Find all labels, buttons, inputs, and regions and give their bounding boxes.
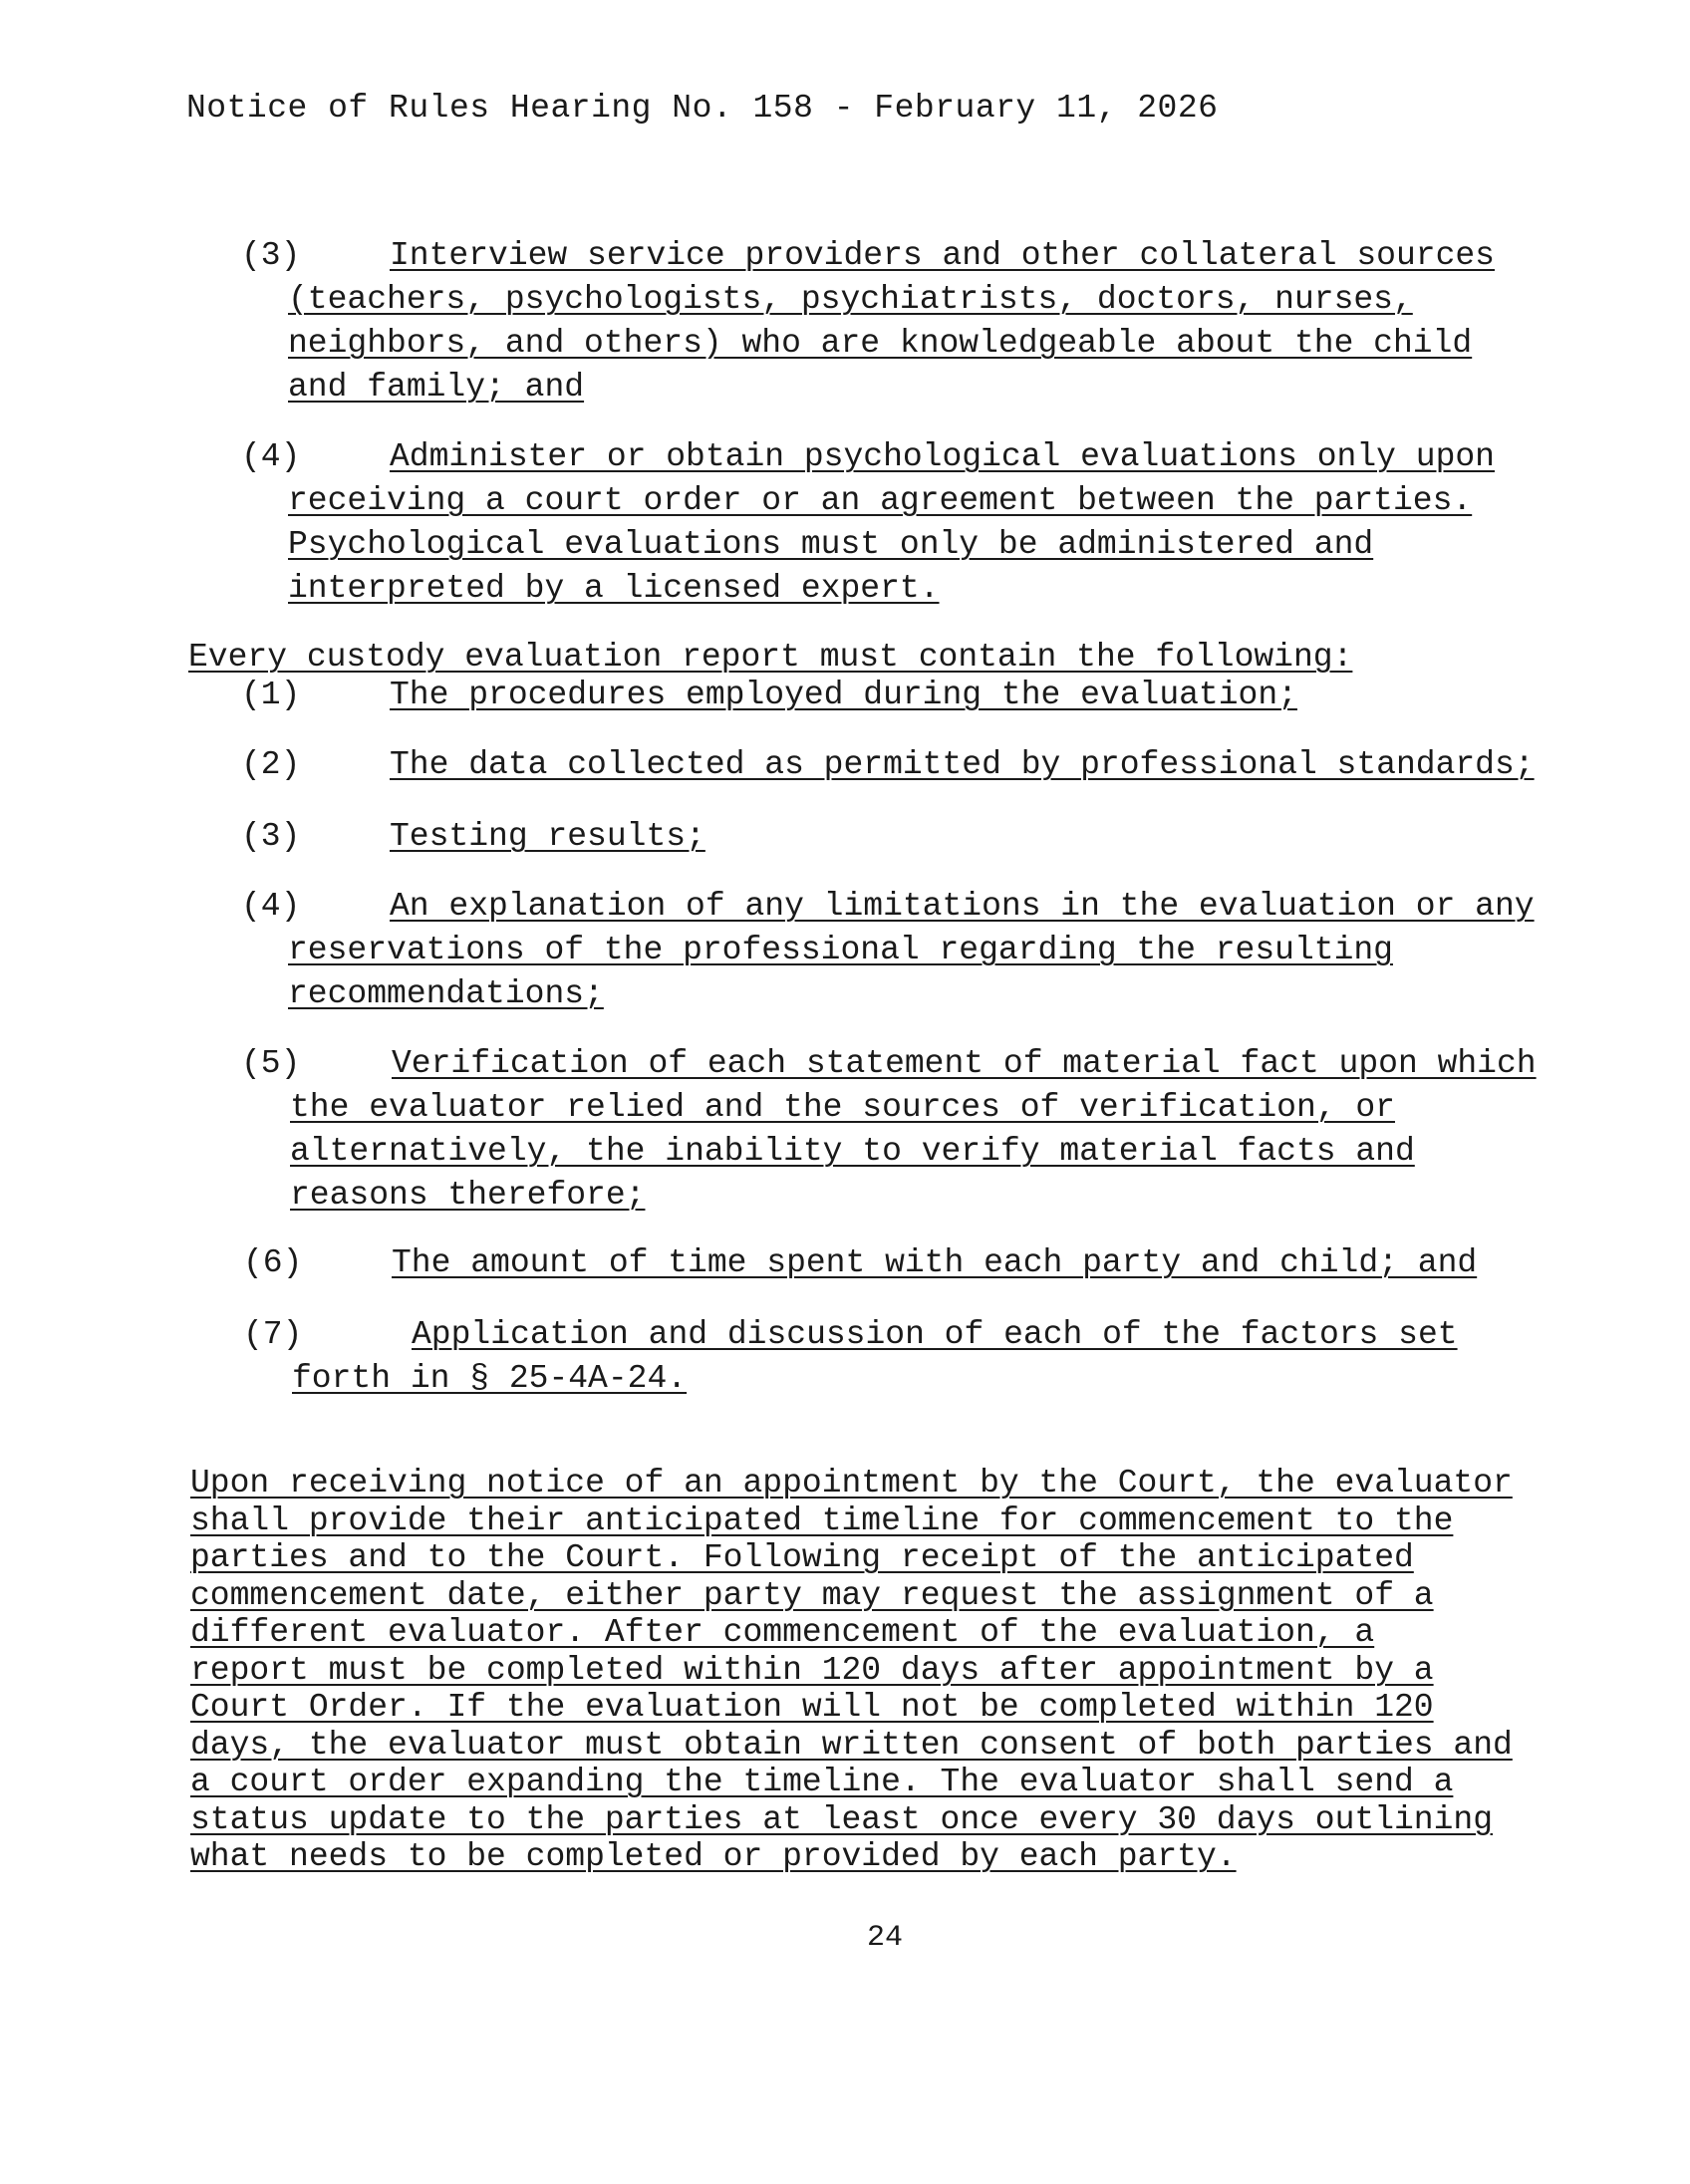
list-item-line: (teachers, psychologists, psychiatrists, doctors, nurses,: [288, 281, 1413, 318]
list-item-line: alternatively, the inability to verify material facts and: [290, 1133, 1415, 1170]
list-item-line: Psychological evaluations must only be administered and: [288, 526, 1374, 563]
list-item-number: (3): [241, 818, 301, 855]
page-number: 24: [866, 1921, 903, 1955]
list-item-number: (2): [241, 746, 301, 783]
report-intro: Every custody evaluation report must contain the following:: [188, 639, 1353, 676]
list-item-line: The data collected as permitted by professional standards;: [390, 746, 1535, 783]
list-item-number: (4): [241, 888, 301, 925]
list-item-number: (5): [241, 1045, 301, 1082]
list-item-line: Verification of each statement of material fact upon which: [392, 1045, 1537, 1082]
list-item-line: Interview service providers and other collateral sources: [390, 237, 1495, 274]
list-item-line: An explanation of any limitations in the evaluation or any: [390, 888, 1535, 925]
list-item-line: The procedures employed during the evaluation;: [390, 677, 1297, 713]
list-item-line: neighbors, and others) who are knowledgeable about the child: [288, 325, 1473, 362]
list-item-number: (6): [243, 1244, 303, 1281]
paragraph-line: different evaluator. After commencement of the evaluation, a: [190, 1614, 1375, 1651]
paragraph-line: Court Order. If the evaluation will not be completed within 120: [190, 1689, 1434, 1726]
list-item-line: interpreted by a licensed expert.: [288, 570, 940, 607]
list-item-line: receiving a court order or an agreement between the parties.: [288, 482, 1473, 519]
list-item-number: (7): [243, 1316, 303, 1353]
list-item-line: reasons therefore;: [290, 1177, 646, 1214]
paragraph-line: shall provide their anticipated timeline for commencement to the: [190, 1502, 1454, 1539]
list-item-line: reservations of the professional regarding the resulting: [288, 932, 1393, 968]
paragraph-line: report must be completed within 120 days after appointment by a: [190, 1651, 1434, 1689]
closing-paragraph: [190, 1465, 1585, 1876]
list-item-line: Application and discussion of each of the factors set: [412, 1316, 1458, 1353]
page-header: Notice of Rules Hearing No. 158 - February 11, 2026: [186, 90, 1219, 127]
list-item-line: Testing results;: [390, 818, 705, 855]
list-item-line: forth in § 25-4A-24.: [292, 1360, 688, 1397]
list-item-line: recommendations;: [288, 975, 604, 1012]
list-item-number: (4): [241, 438, 301, 475]
list-item-line: Administer or obtain psychological evaluations only upon: [390, 438, 1495, 475]
paragraph-line: status update to the parties at least once every 30 days outlining: [190, 1800, 1494, 1838]
list-item-number: (1): [241, 677, 301, 713]
paragraph-line: days, the evaluator must obtain written consent of both parties and: [190, 1726, 1513, 1764]
list-item-line: The amount of time spent with each party and child; and: [392, 1244, 1478, 1281]
paragraph-line: Upon receiving notice of an appointment by the Court, the evaluator: [190, 1465, 1513, 1502]
list-item-number: (3): [241, 237, 301, 274]
paragraph-line: what needs to be completed or provided by each party.: [190, 1838, 1237, 1875]
paragraph-line: commencement date, either party may request the assignment of a: [190, 1576, 1434, 1614]
list-item-line: the evaluator relied and the sources of verification, or: [290, 1089, 1395, 1126]
list-item-line: and family; and: [288, 369, 585, 406]
paragraph-line: parties and to the Court. Following receipt of the anticipated: [190, 1539, 1414, 1576]
paragraph-line: a court order expanding the timeline. The evaluator shall send a: [190, 1764, 1454, 1800]
